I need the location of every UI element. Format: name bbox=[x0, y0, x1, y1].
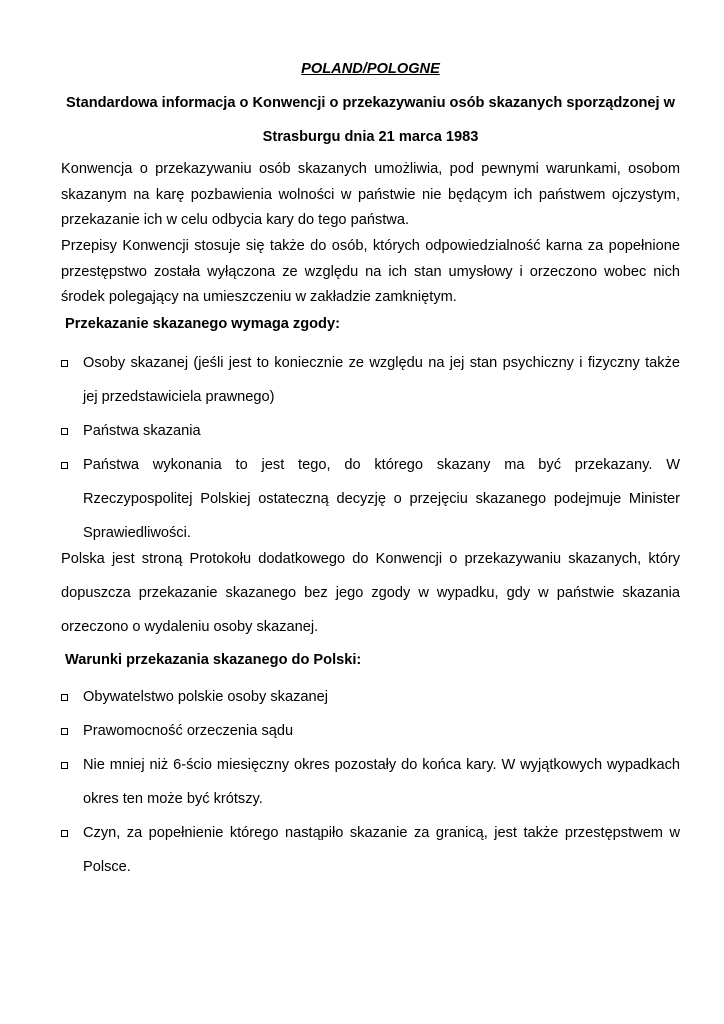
list-item-text: Czyn, za popełnienie którego nastąpiło skazanie za granicą, jest także przestępstwem w Polsce. bbox=[83, 825, 680, 875]
list-item bbox=[61, 680, 680, 714]
consent-list bbox=[61, 346, 680, 550]
list-item-text: Obywatelstwo polskie osoby skazanej bbox=[83, 689, 328, 705]
document-subtitle-line2: Strasburgu dnia 21 marca 1983 bbox=[262, 129, 479, 145]
list-item-text: Nie mniej niż 6-ścio miesięczny okres pozostały do końca kary. W wyjątkowych wypadkach okres ten może być krótszy. bbox=[83, 757, 680, 807]
scope-paragraph: Przepisy Konwencji stosuje się także do osób, których odpowiedzialność karna za popełnione przestępstwo została wyłączona ze względu na ich stan umysłowy i orzeczono wobec nich środek polegający na umieszczeniu w zakładzie zamkniętym. bbox=[61, 238, 680, 305]
list-item-text: Państwa skazania bbox=[83, 423, 201, 439]
square-bullet-icon bbox=[61, 762, 68, 769]
list-item bbox=[61, 714, 680, 748]
list-item bbox=[61, 816, 680, 884]
intro-paragraph: Konwencja o przekazywaniu osób skazanych umożliwia, pod pewnymi warunkami, osobom skazanym na karę pozbawienia wolności w państwie nie będącym ich państwem ojczystym, przekazanie ich w celu odbycia kary do tego państwa. bbox=[61, 161, 680, 228]
list-item bbox=[61, 448, 680, 550]
list-item bbox=[61, 748, 680, 816]
list-item-text: Prawomocność orzeczenia sądu bbox=[83, 723, 294, 739]
list-item-text: Państwa wykonania to jest tego, do którego skazany ma być przekazany. W Rzeczypospolitej Polskiej ostateczną decyzję o przejęciu skazanego podejmuje Minister Sprawiedliwości. bbox=[83, 457, 680, 541]
list-item-text: Osoby skazanej (jeśli jest to koniecznie ze względu na jej stan psychiczny i fizyczny także jej przedstawiciela prawnego) bbox=[83, 355, 680, 405]
document-subtitle-line1: Standardowa informacja o Konwencji o przekazywaniu osób skazanych sporządzonej w bbox=[65, 95, 676, 111]
list-item bbox=[61, 414, 680, 448]
square-bullet-icon bbox=[61, 462, 68, 469]
consent-heading: Przekazanie skazanego wymaga zgody: bbox=[65, 316, 340, 332]
square-bullet-icon bbox=[61, 830, 68, 837]
list-item bbox=[61, 346, 680, 414]
conditions-list bbox=[61, 680, 680, 884]
square-bullet-icon bbox=[61, 728, 68, 735]
protocol-paragraph: Polska jest stroną Protokołu dodatkowego do Konwencji o przekazywaniu skazanych, który dopuszcza przekazanie skazanego bez jego zgody w wypadku, gdy w państwie skazania orzeczono o wydaleniu osoby skazanej. bbox=[61, 551, 680, 635]
square-bullet-icon bbox=[61, 360, 68, 367]
document-title: POLAND/POLOGNE bbox=[301, 61, 440, 77]
square-bullet-icon bbox=[61, 428, 68, 435]
conditions-heading: Warunki przekazania skazanego do Polski: bbox=[65, 652, 362, 668]
square-bullet-icon bbox=[61, 694, 68, 701]
